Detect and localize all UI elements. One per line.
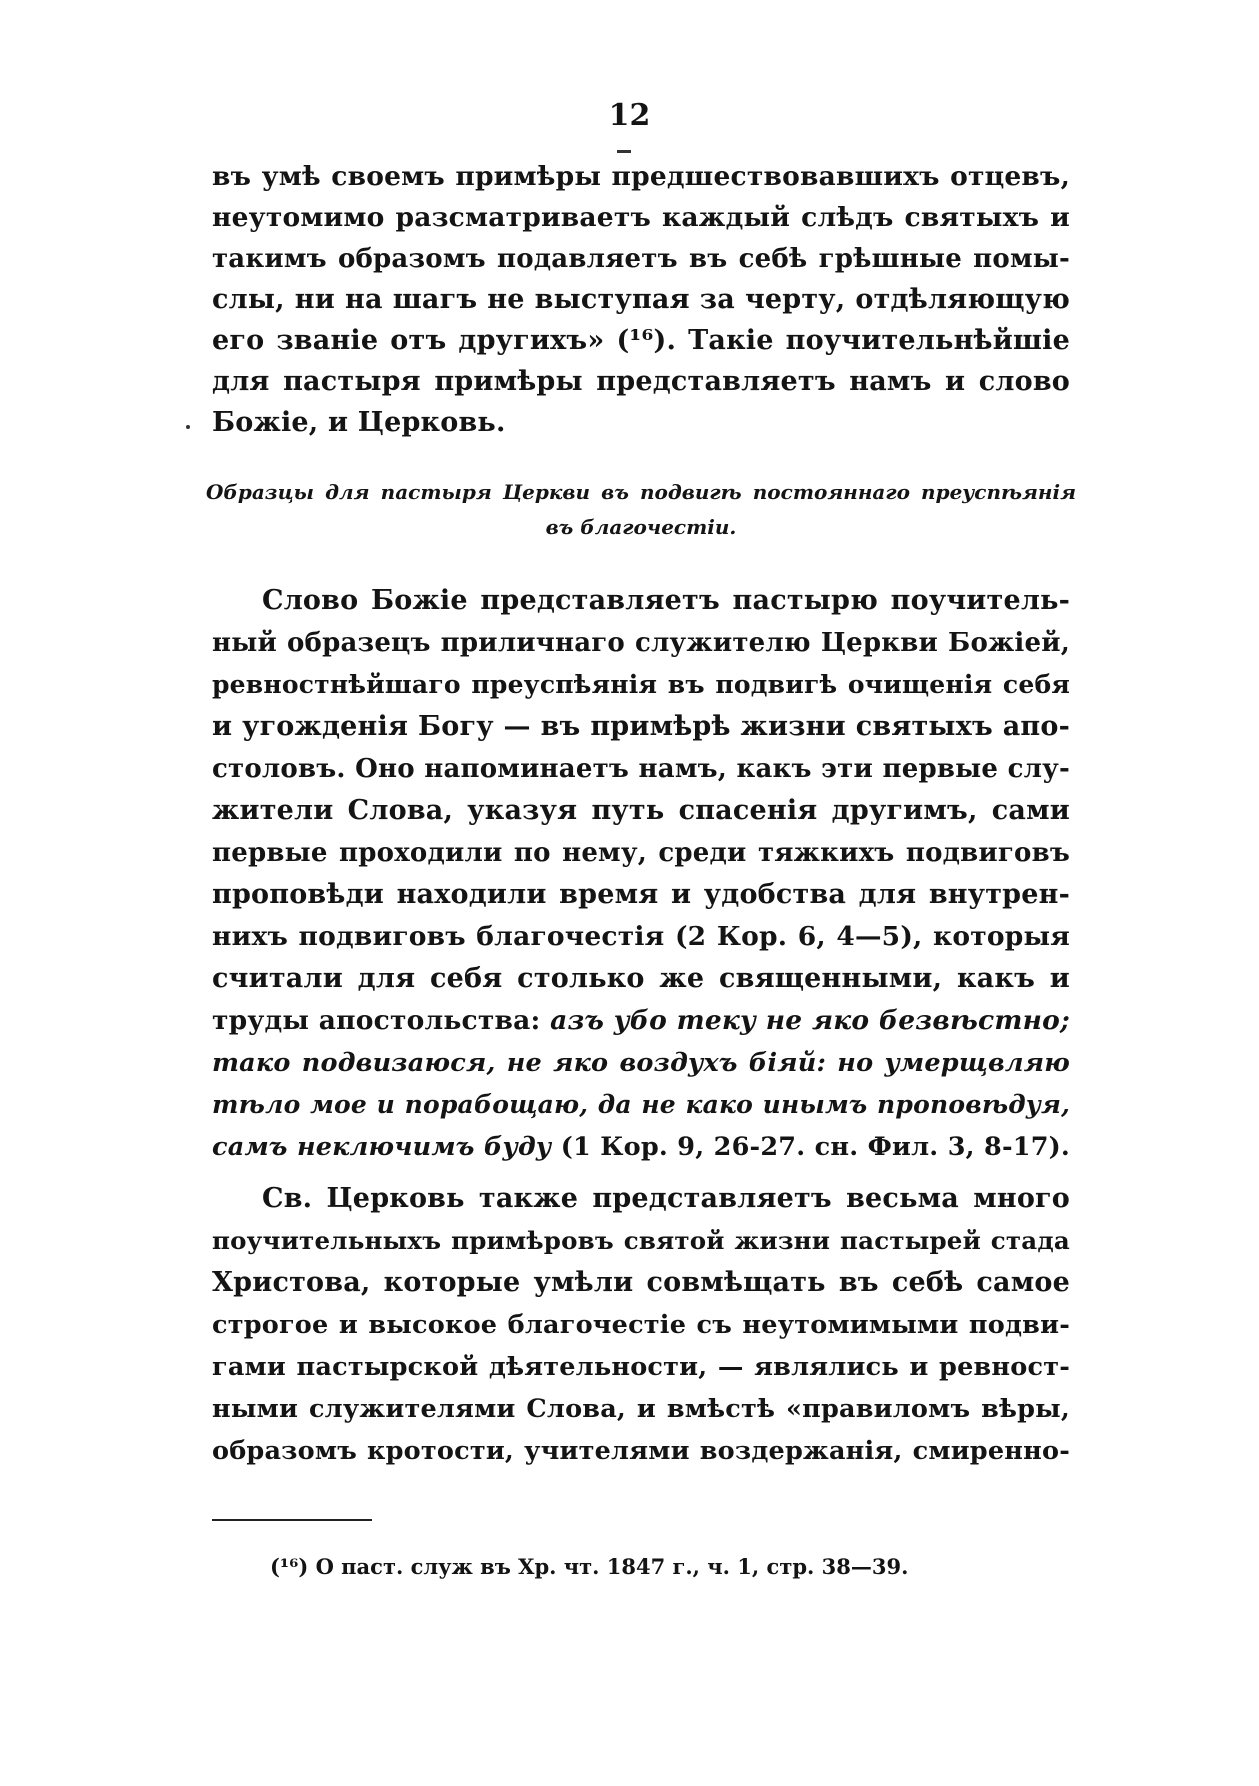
scripture-quote: самъ неключимъ буду (212, 1132, 552, 1162)
scripture-quote: азъ убо теку не яко безвѣстно; (550, 1005, 1070, 1036)
text-line: такимъ образомъ подавляетъ въ себѣ грѣшные помы- (212, 244, 1070, 274)
text-line: ревностнѣйшаго преуспѣянія въ подвигѣ очищенія себя (212, 670, 1070, 699)
text-line: проповѣди находили время и удобства для внутрен- (212, 879, 1070, 910)
text-line: слы, ни на шагъ не выступая за черту, отдѣляющую (212, 284, 1070, 315)
text-line: Божіе, и Церковь. (212, 407, 506, 438)
text-line: считали для себя столько же священными, какъ и (212, 963, 1070, 994)
heading-line: въ благочестіи. (545, 515, 737, 539)
text-line: ный образецъ приличнаго служителю Церкви Божіей, (212, 628, 1070, 658)
footnote: (¹⁶) О паст. служ въ Хр. чт. 1847 г., ч. 1, стр. 38—39. (270, 1554, 909, 1579)
text-line: столовъ. Оно напоминаетъ намъ, какъ эти первые слу- (212, 754, 1070, 784)
scripture-quote: тако подвизаюся, не яко воздухъ біяй: но умерщвляю (212, 1048, 1070, 1078)
text-roman: труды апостольства: (212, 1005, 541, 1036)
scripture-quote: тѣло мое и порабощаю, да не како инымъ проповѣдуя, (212, 1090, 1070, 1119)
margin-speck (186, 425, 190, 429)
text-line: первые проходили по нему, среди тяжкихъ подвиговъ (212, 838, 1070, 868)
text-line: Св. Церковь также представляетъ весьма много (262, 1183, 1070, 1214)
text-line: для пастыря примѣры представляетъ намъ и слово (212, 366, 1070, 397)
text-line: строгое и высокое благочестіе съ неутомимыми подви- (212, 1310, 1070, 1340)
heading-line: Образцы для пастыря Церкви въ подвигѣ постояннаго преуспѣянія (206, 480, 1076, 504)
text-line: Слово Божіе представляетъ пастырю поучитель- (262, 585, 1070, 616)
text-line: Христова, которые умѣли совмѣщать въ себѣ самое (212, 1267, 1070, 1298)
text-line: образомъ кротости, учителями воздержанія, смиренно- (212, 1436, 1070, 1466)
page-number-dash (617, 150, 631, 153)
text-line: нихъ подвиговъ благочестія (2 Кор. 6, 4—5), которыя (212, 921, 1070, 952)
text-line (212, 1126, 1070, 1168)
text-line: его званіе отъ другихъ» (¹⁶). Такіе поучительнѣйшіе (212, 325, 1070, 356)
scripture-reference: (1 Кор. 9, 26-27. сн. Фил. 3, 8-17). (560, 1132, 1071, 1162)
text-line: поучительныхъ примѣровъ святой жизни пастырей стада (212, 1226, 1070, 1255)
text-line: неутомимо разсматриваетъ каждый слѣдъ святыхъ и (212, 202, 1070, 233)
text-line: гами пастырской дѣятельности, — являлись и ревност- (212, 1352, 1070, 1382)
text-line: ными служителями Слова, и вмѣстѣ «правиломъ вѣры, (212, 1394, 1070, 1424)
text-line: жители Слова, указуя путь спасенія другимъ, сами (212, 795, 1070, 826)
text-line: и угожденія Богу — въ примѣрѣ жизни святыхъ апо- (212, 711, 1070, 742)
footnote-rule (212, 1519, 372, 1521)
text-line: въ умѣ своемъ примѣры предшествовавшихъ отцевъ, (212, 161, 1070, 192)
page-number: 12 (608, 98, 651, 133)
text-line (212, 1000, 1070, 1042)
